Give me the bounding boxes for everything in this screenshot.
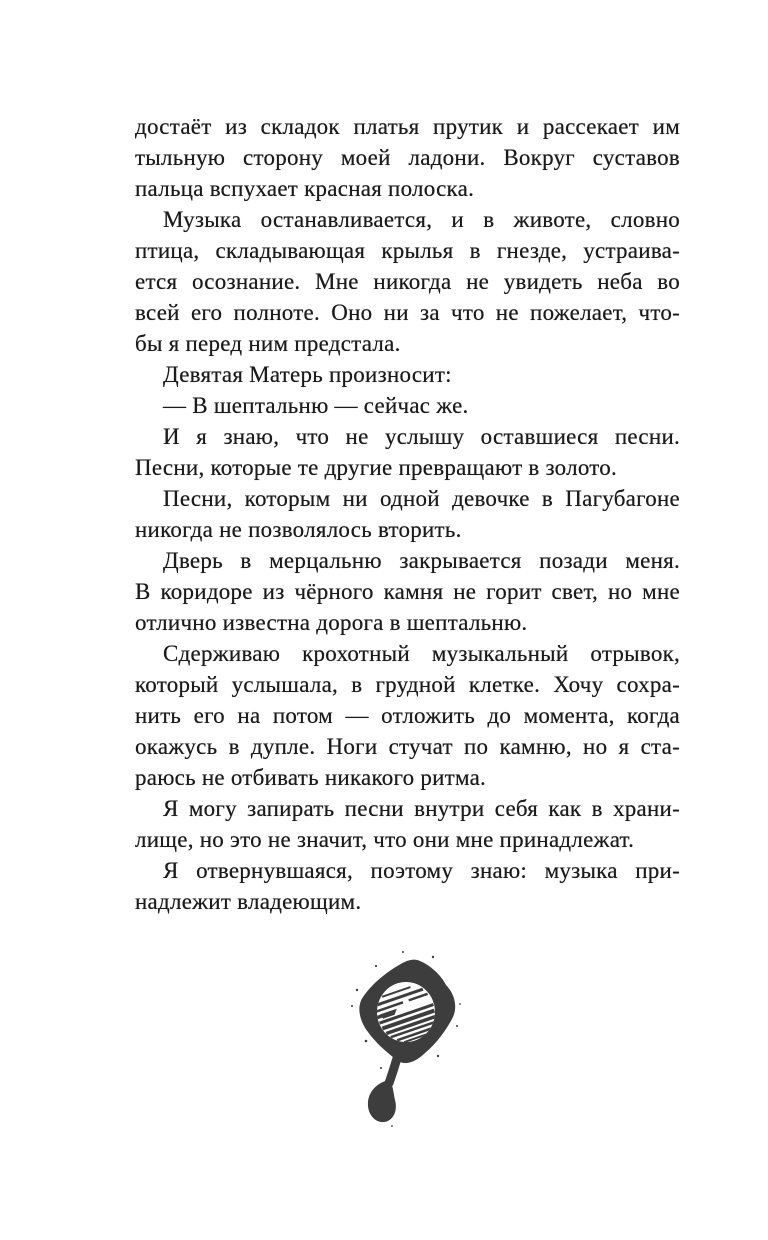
text-line: нить его на потом — отложить до момента, когда — [135, 703, 680, 728]
paragraph — [135, 638, 680, 793]
text-line: раюсь не отбивать никакого ритма. — [135, 765, 487, 790]
paragraph — [135, 793, 680, 855]
paragraph — [135, 111, 680, 204]
text-line: отлично известна дорога в шептальню. — [135, 610, 528, 635]
text-line: бы я перед ним предстала. — [135, 331, 401, 356]
text-line: Я отвернувшаяся, поэтому знаю: музыка при- — [163, 858, 680, 883]
text-line: Девятая Матерь произносит: — [163, 362, 452, 387]
paragraph — [135, 359, 680, 390]
text-line: который услышала, в грудной клетке. Хочу сохра- — [135, 672, 680, 697]
text-line: В коридоре из чёрного камня не горит свет, но мне — [135, 579, 680, 604]
text-line: надлежит владеющим. — [135, 889, 362, 914]
text-line: Дверь в мерцальню закрывается позади меня. — [163, 548, 680, 573]
text-line: Музыка останавливается, и в животе, словно — [163, 207, 680, 232]
text-line: никогда не позволялось вторить. — [135, 517, 462, 542]
paragraph — [135, 483, 680, 545]
text-line: окажусь в дупле. Ноги стучат по камню, но я ста- — [135, 734, 680, 759]
paragraph — [135, 204, 680, 359]
mirror-handle-knob — [368, 1080, 396, 1122]
paragraph — [135, 390, 680, 421]
text-line: птица, складывающая крылья в гнезде, устраива- — [135, 238, 680, 263]
text-line: лище, но это не значит, что они мне принадлежат. — [135, 827, 635, 852]
text-line: Я могу запирать песни внутри себя как в храни- — [163, 796, 680, 821]
text-line: И я знаю, что не услышу оставшиеся песни. — [163, 424, 680, 449]
text-line: всей его полноте. Оно ни за что не пожелает, что- — [135, 300, 680, 325]
paragraph — [135, 855, 680, 917]
text-line: Песни, которым ни одной девочке в Пагубагоне — [163, 486, 680, 511]
text-line: — В шептальню — сейчас же. — [163, 393, 469, 418]
paragraph — [135, 421, 680, 483]
body-text — [135, 111, 680, 917]
text-line: Песни, которые те другие превращают в золото. — [135, 455, 618, 480]
text-line: Сдерживаю крохотный музыкальный отрывок, — [163, 641, 680, 666]
text-line: пальца вспухает красная полоска. — [135, 176, 475, 201]
hand-mirror-illustration — [337, 948, 487, 1133]
paragraph — [135, 545, 680, 638]
text-line: ется осознание. Мне никогда не увидеть неба во — [135, 269, 680, 294]
mirror-handle — [389, 1055, 398, 1083]
text-line: достаёт из складок платья прутик и рассекает им — [135, 114, 680, 139]
text-line: тыльную сторону моей ладони. Вокруг суставов — [135, 145, 680, 170]
